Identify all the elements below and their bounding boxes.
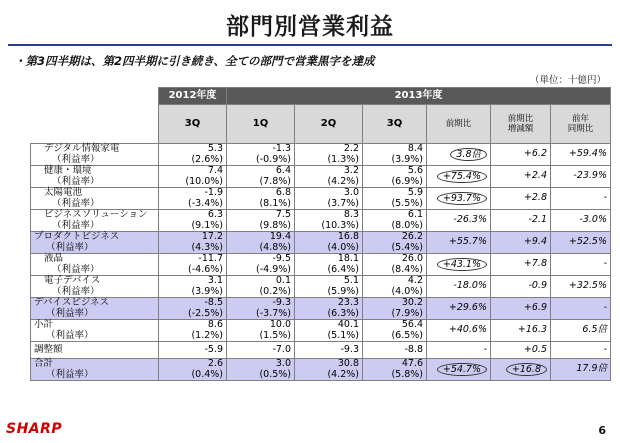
yoy-cell-text: +54.7% [437,363,487,376]
header-fy2013: 2013年度 [227,88,611,105]
profit-value: 2.2 [343,143,359,154]
value-cell [227,359,295,381]
change-cell-text: +2.8 [523,192,547,204]
value-cell [159,210,227,232]
prev-year-cell [551,342,611,359]
margin-value: (0.2%) [259,285,291,297]
yoy-cell-text: +55.7% [448,236,487,248]
change-cell-text: -0.9 [528,280,547,292]
yoy-cell-text: +93.7% [437,192,487,205]
change-cell [491,232,551,254]
corner-cell [31,88,159,144]
margin-label: （利益率） [52,263,100,275]
profit-value: 7.4 [207,165,223,176]
profit-value: -9.3 [340,343,359,355]
profit-value: 26.2 [401,231,423,242]
table-row [31,188,611,210]
yoy-cell-text: -18.0% [453,280,487,292]
profit-value: -8.8 [404,343,423,355]
value-cell [295,276,363,298]
change-cell-text: +2.4 [523,170,547,182]
margin-label: （利益率） [52,285,100,297]
segment-name: プロダクトビジネス [34,231,120,242]
prev-year-cell [551,298,611,320]
yoy-cell-text: +29.6% [448,302,487,314]
margin-value: (1.2%) [191,329,223,341]
profit-value: -9.5 [272,253,291,264]
value-cell [295,232,363,254]
value-cell [227,276,295,298]
segment-name: デバイスビジネス [34,297,110,308]
value-cell [363,342,427,359]
value-cell [159,188,227,210]
margin-value: (6.4%) [327,263,359,275]
margin-value: (5.5%) [391,197,423,209]
margin-value: (4.2%) [327,368,359,380]
value-cell [363,232,427,254]
margin-value: (3.9%) [391,153,423,165]
yoy-cell [427,210,491,232]
profit-value: 5.9 [407,187,423,198]
change-cell-text: +16.8 [506,363,547,376]
margin-label: （利益率） [52,219,100,231]
margin-value: (4.2%) [327,175,359,187]
change-cell [491,276,551,298]
margin-label: （利益率） [46,307,94,319]
table-row [31,210,611,232]
yoy-cell-text: +43.1% [437,258,487,271]
margin-value: (5.4%) [391,241,423,253]
row-label [31,359,159,381]
profit-value: 5.6 [407,165,423,176]
value-cell [159,359,227,381]
prev-year-cell-text: +52.5% [568,236,607,248]
profit-value: 6.3 [207,209,223,220]
profit-value: 0.1 [275,275,291,286]
value-cell [295,298,363,320]
change-cell-text: +6.9 [523,302,547,314]
margin-label: （利益率） [52,175,100,187]
change-cell-text: +7.8 [523,258,547,270]
profit-value: 8.3 [343,209,359,220]
yoy-cell [427,342,491,359]
margin-value: (0.4%) [191,368,223,380]
segment-name: ビジネスソリューション [44,209,148,220]
value-cell [363,298,427,320]
yoy-cell [427,232,491,254]
yoy-cell [427,359,491,381]
value-cell [295,342,363,359]
margin-value: (5.8%) [391,368,423,380]
margin-value: (6.9%) [391,175,423,187]
profit-value: 23.3 [337,297,359,308]
margin-value: (1.3%) [327,153,359,165]
profit-value: 26.0 [401,253,423,264]
value-cell [227,298,295,320]
value-cell [159,166,227,188]
segment-name: デジタル情報家電 [44,143,120,154]
prev-year-cell-text: - [603,302,607,314]
margin-label: （利益率） [46,368,94,380]
yoy-cell [427,166,491,188]
margin-label: （利益率） [52,197,100,209]
header-q2: 2Q [295,105,363,144]
segment-name: 健康・環境 [44,165,92,176]
margin-value: (4.8%) [259,241,291,253]
margin-value: (6.5%) [391,329,423,341]
margin-value: (5.1%) [327,329,359,341]
value-cell [363,254,427,276]
table-row [31,359,611,381]
profit-value: 6.4 [275,165,291,176]
profit-value: -7.0 [272,343,291,355]
page-title: 部門別営業利益 [226,14,394,40]
row-label [31,342,159,359]
value-cell [159,342,227,359]
segment-name: 電子デバイス [44,275,101,286]
profit-value: 10.0 [269,319,291,330]
yoy-cell [427,144,491,166]
table-row [31,320,611,342]
change-cell [491,359,551,381]
profit-value: -11.7 [198,253,223,264]
margin-value: (-4.6%) [188,263,223,275]
prev-year-cell-text: -23.9% [573,170,607,182]
margin-value: (4.0%) [391,285,423,297]
row-label [31,320,159,342]
value-cell [159,320,227,342]
row-label [31,210,159,232]
value-cell [227,232,295,254]
segment-name: 液晶 [44,253,64,264]
value-cell [295,359,363,381]
value-cell [295,210,363,232]
profit-value: 4.2 [407,275,423,286]
margin-label: （利益率） [52,153,100,165]
value-cell [159,232,227,254]
value-cell [227,188,295,210]
yoy-cell [427,298,491,320]
header-yoy: 前期比 [427,105,491,144]
profit-value: 17.2 [201,231,223,242]
profit-value: -9.3 [272,297,291,308]
row-label [31,232,159,254]
header-prev-year: 前年 同期比 [551,105,611,144]
page-number: 6 [598,424,606,437]
value-cell [227,342,295,359]
yoy-cell-text: - [483,343,487,355]
profit-value: 6.1 [407,209,423,220]
margin-value: (10.3%) [321,219,359,231]
value-cell [363,210,427,232]
margin-value: (-2.5%) [188,307,223,319]
value-cell [363,359,427,381]
margin-value: (3.7%) [327,197,359,209]
profit-value: 19.4 [269,231,291,242]
profit-value: 8.6 [207,319,223,330]
change-cell-text: +16.3 [517,324,547,336]
profit-value: 47.6 [401,358,423,369]
change-cell [491,188,551,210]
margin-value: (9.1%) [191,219,223,231]
value-cell [227,144,295,166]
prev-year-cell [551,166,611,188]
value-cell [295,188,363,210]
margin-value: (7.8%) [259,175,291,187]
table-body [31,144,611,381]
margin-value: (-4.9%) [256,263,291,275]
yoy-cell [427,254,491,276]
value-cell [159,276,227,298]
margin-value: (7.9%) [391,307,423,319]
margin-value: (5.9%) [327,285,359,297]
profit-value: -5.9 [204,343,223,355]
prev-year-cell-text: +59.4% [568,148,607,160]
table-row [31,144,611,166]
yoy-cell-text: -26.3% [453,214,487,226]
change-cell-text: +0.5 [523,343,547,355]
value-cell [295,320,363,342]
yoy-cell [427,188,491,210]
margin-value: (-3.4%) [188,197,223,209]
margin-value: (1.5%) [259,329,291,341]
profit-value: 3.1 [207,275,223,286]
margin-value: (8.0%) [391,219,423,231]
change-cell-text: +9.4 [523,236,547,248]
margin-value: (10.0%) [185,175,223,187]
profit-value: -1.3 [272,143,291,154]
profit-value: 8.4 [407,143,423,154]
value-cell [363,320,427,342]
profit-value: 6.8 [275,187,291,198]
subtitle: ・第3四半期は、第2四半期に引き続き、全ての部門で営業黒字を達成 [14,54,375,68]
value-cell [159,144,227,166]
prev-year-cell-text: 6.5倍 [582,324,607,336]
table-row [31,298,611,320]
prev-year-cell-text: - [603,343,607,355]
value-cell [227,210,295,232]
row-label [31,298,159,320]
prev-year-cell-text: - [603,258,607,270]
header-q3-2012: 3Q [159,105,227,144]
change-cell-text: +6.2 [523,148,547,160]
segment-name: 合計 [34,358,54,369]
unit-note: （単位：十億円） [529,75,606,86]
value-cell [363,276,427,298]
table-row [31,254,611,276]
value-cell [363,188,427,210]
profit-value: 7.5 [275,209,291,220]
change-cell [491,320,551,342]
prev-year-cell [551,359,611,381]
segment-name: 調整額 [34,343,63,355]
value-cell [363,144,427,166]
header-q1: 1Q [227,105,295,144]
prev-year-cell-text: - [603,192,607,204]
header-change: 前期比 増減額 [491,105,551,144]
change-cell-text: -2.1 [528,214,547,226]
margin-value: (-0.9%) [256,153,291,165]
title-rule [8,44,612,46]
table-row [31,342,611,359]
margin-label: （利益率） [46,329,94,341]
row-label [31,144,159,166]
prev-year-cell [551,276,611,298]
margin-value: (4.3%) [191,241,223,253]
row-label [31,276,159,298]
row-label [31,166,159,188]
yoy-cell-text: 3.8倍 [450,148,487,161]
margin-value: (3.9%) [191,285,223,297]
profit-value: 5.1 [343,275,359,286]
value-cell [227,166,295,188]
profit-value: 40.1 [337,319,359,330]
table-row [31,276,611,298]
yoy-cell-text: +40.6% [448,324,487,336]
prev-year-cell-text: -3.0% [579,214,607,226]
change-cell [491,254,551,276]
value-cell [159,254,227,276]
margin-value: (-3.7%) [256,307,291,319]
value-cell [159,298,227,320]
prev-year-cell-text: +32.5% [568,280,607,292]
value-cell [227,254,295,276]
profit-value: -1.9 [204,187,223,198]
row-label [31,254,159,276]
profit-value: -8.5 [204,297,223,308]
prev-year-cell [551,188,611,210]
change-cell [491,298,551,320]
change-cell [491,210,551,232]
header-fy2012: 2012年度 [159,88,227,105]
profit-value: 30.8 [337,358,359,369]
prev-year-cell-text: 17.9倍 [576,363,607,375]
value-cell [295,144,363,166]
margin-value: (8.1%) [259,197,291,209]
margin-value: (9.8%) [259,219,291,231]
yoy-cell-text: +75.4% [437,170,487,183]
prev-year-cell [551,320,611,342]
yoy-cell [427,276,491,298]
row-label [31,188,159,210]
prev-year-cell [551,254,611,276]
profit-value: 3.2 [343,165,359,176]
change-cell [491,166,551,188]
value-cell [227,320,295,342]
value-cell [363,166,427,188]
value-cell [295,254,363,276]
margin-value: (8.4%) [391,263,423,275]
prev-year-cell [551,144,611,166]
prev-year-cell [551,210,611,232]
segment-profit-table [30,87,611,381]
table-row [31,232,611,254]
yoy-cell [427,320,491,342]
margin-value: (4.0%) [327,241,359,253]
profit-value: 2.6 [207,358,223,369]
prev-year-cell [551,232,611,254]
profit-value: 30.2 [401,297,423,308]
margin-value: (0.5%) [259,368,291,380]
profit-value: 3.0 [343,187,359,198]
change-cell [491,144,551,166]
profit-value: 3.0 [275,358,291,369]
sharp-logo: SHARP [6,421,63,437]
change-cell [491,342,551,359]
header-q3: 3Q [363,105,427,144]
profit-value: 56.4 [401,319,423,330]
profit-value: 18.1 [337,253,359,264]
margin-label: （利益率） [46,241,94,253]
margin-value: (2.6%) [191,153,223,165]
table-row [31,166,611,188]
value-cell [295,166,363,188]
segment-name: 太陽電池 [44,187,83,198]
margin-value: (6.3%) [327,307,359,319]
profit-value: 5.3 [207,143,223,154]
profit-value: 16.8 [337,231,359,242]
segment-name: 小計 [34,319,54,330]
